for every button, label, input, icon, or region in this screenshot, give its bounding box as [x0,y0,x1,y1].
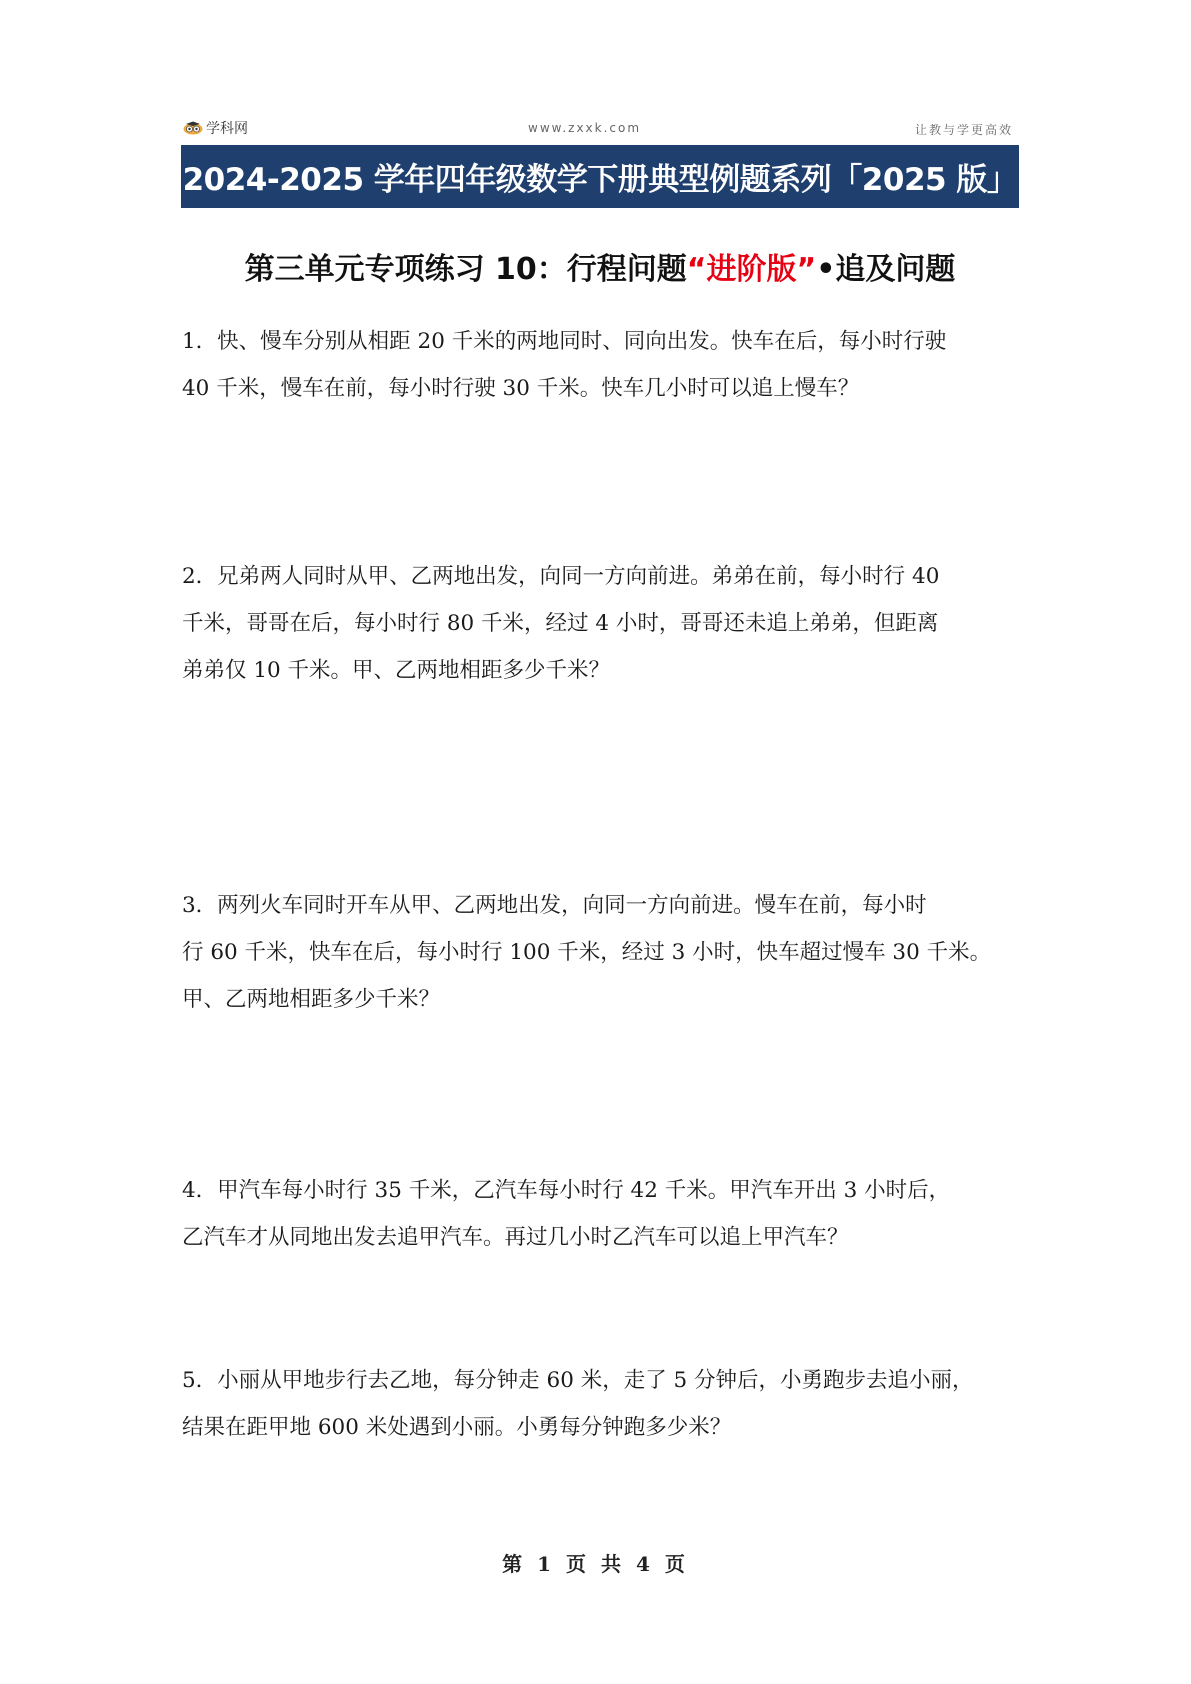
section-title-prefix: 第三单元专项练习 10：行程问题 [244,252,687,287]
site-logo[interactable] [183,118,248,138]
question-line: 2．兄弟两人同时从甲、乙两地出发，向同一方向前进。弟弟在前，每小时行 40 [182,564,940,589]
question-line: 千米，哥哥在后，每小时行 80 千米，经过 4 小时，哥哥还未追上弟弟，但距离 [182,611,939,636]
page-header [183,118,1025,140]
question-2 [182,553,1022,694]
banner-title: 2024-2025 学年四年级数学下册典型例题系列「2025 版」 [182,162,1018,198]
question-line: 40 千米，慢车在前，每小时行驶 30 千米。快车几小时可以追上慢车？ [182,376,860,401]
logo-text: 学科网 [206,121,248,137]
question-line: 3．两列火车同时开车从甲、乙两地出发，向同一方向前进。慢车在前，每小时 [182,893,927,918]
question-line: 弟弟仅 10 千米。甲、乙两地相距多少千米？ [182,658,611,683]
question-line: 甲、乙两地相距多少千米？ [182,987,441,1012]
question-1 [182,318,1022,412]
site-url[interactable]: www.zxxk.com [528,121,642,135]
question-line: 结果在距甲地 600 米处遇到小丽。小勇每分钟跑多少米？ [182,1415,732,1440]
section-title-accent: “进阶版” [686,252,817,287]
question-line: 行 60 千米，快车在后，每小时行 100 千米，经过 3 小时，快车超过慢车 30 千米。 [182,940,992,965]
section-title [180,244,1020,288]
owl-logo-icon [183,121,203,135]
header-slogan: 让教与学更高效 [914,123,1013,137]
question-line: 4．甲汽车每小时行 35 千米，乙汽车每小时行 42 千米。甲汽车开出 3 小时后， [182,1178,951,1203]
section-title-suffix: •追及问题 [816,252,956,287]
question-line: 5．小丽从甲地步行去乙地，每分钟走 60 米，走了 5 分钟后，小勇跑步去追小丽， [182,1368,974,1393]
question-5 [182,1357,1022,1451]
question-line: 乙汽车才从同地出发去追甲汽车。再过几小时乙汽车可以追上甲汽车？ [182,1225,849,1250]
title-banner [181,145,1019,208]
page-number: 第 1 页 共 4 页 [502,1552,689,1576]
question-line: 1．快、慢车分别从相距 20 千米的两地同时、同向出发。快车在后，每小时行驶 [182,329,947,354]
question-4 [182,1167,1022,1261]
question-3 [182,882,1022,1023]
